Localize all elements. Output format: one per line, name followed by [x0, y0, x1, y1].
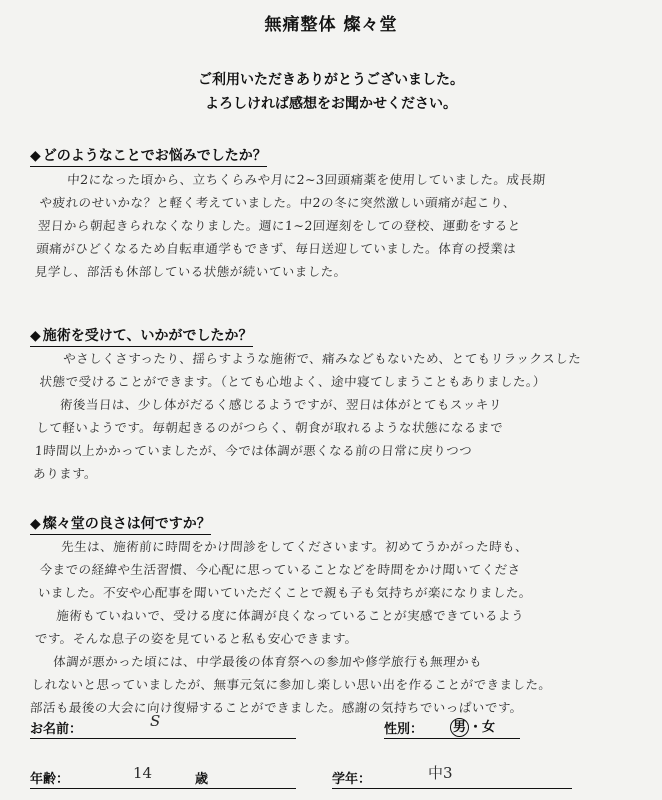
handwritten-line: や疲れのせいかな？と軽く考えていました。中2の冬に突然激しい頭痛が起こり、 [39, 195, 517, 210]
page-title: 無痛整体 燦々堂 [264, 15, 398, 35]
section-body-strengths [29, 535, 644, 719]
age-unit: 歳 [195, 772, 209, 787]
gender-options [450, 716, 495, 737]
handwritten-line: 翌日から朝起きられなくなりました。週に1~2回遅刻をしての登校、運動をすると [37, 218, 522, 233]
handwritten-line: あります。 [32, 466, 98, 481]
handwritten-line: 頭痛がひどくなるため自転車通学もできず、毎日送迎していました。体育の授業は [35, 241, 517, 256]
handwritten-line: 中2になった頃から、立ちくらみや月に2~3回頭痛薬を使用していました。成長期 [66, 172, 547, 187]
gender-male-circled: 男 [450, 718, 469, 737]
gender-separator: ・ [469, 720, 483, 735]
handwritten-line: 見学し、部活も休部している状態が続いていました。 [34, 264, 348, 279]
greeting-line-1: ご利用いただきありがとうございました。 [198, 72, 464, 88]
handwritten-line: 1時間以上かかっていましたが、今では体調が悪くなる前の日常に戻りつつ [34, 443, 473, 458]
handwritten-line: しれないと思っていましたが、無事元気に参加し楽しい思い出を作ることができました。 [31, 677, 553, 692]
handwritten-line: 先生は、施術前に時間をかけ問診をしてくださいます。初めてうかがった時も、 [60, 539, 529, 554]
handwritten-line: 状態で受けることができます。（とても心地よく、途中寝てしまうこともありました。） [39, 374, 547, 389]
greeting [0, 68, 662, 116]
section-body-treatment [32, 347, 644, 485]
age-value: 14 [133, 764, 153, 782]
section-heading-treatment: ◆ 施術を受けて、いかがでしたか？ [30, 325, 253, 347]
name-underline [30, 738, 296, 739]
handwritten-line: して軽いようです。毎朝起きるのがつらく、朝食が取れるような状態になるまで [35, 420, 504, 435]
section-heading-strengths: ◆ 燦々堂の良さは何ですか？ [30, 513, 211, 535]
handwritten-line: 今までの経緯や生活習慣、今心配に思っていることなどを時間をかけ聞いてくださ [39, 562, 522, 577]
handwritten-line: 施術もていねいで、受ける度に体調が良くなっていることが実感できているよう [55, 608, 525, 623]
handwritten-line: やさしくさすったり、揺らすような施術で、痛みなどもないため、とてもリラックスした [62, 351, 582, 366]
grade-underline [332, 788, 572, 789]
gender-female: 女 [482, 720, 496, 735]
grade-label: 学年： [332, 772, 372, 787]
section-heading-concerns: ◆ どのようなことでお悩みでしたか？ [30, 145, 267, 167]
section-body-concerns [34, 168, 644, 283]
age-underline [30, 788, 296, 789]
grade-value: 中3 [428, 764, 453, 782]
age-label: 年齢： [30, 772, 70, 787]
handwritten-line: 部活も最後の大会に向け復帰することができました。感謝の気持ちでいっぱいです。 [29, 700, 524, 715]
gender-label: 性別： [384, 722, 424, 737]
handwritten-line: いました。不安や心配事を聞いていただくことで親も子も気持ちが楽になりました。 [37, 585, 533, 600]
gender-underline [384, 738, 520, 739]
handwritten-line: 術後当日は、少し体がだるく感じるようですが、翌日は体がとてもスッキリ [59, 397, 503, 412]
handwritten-line: 体調が悪かった頃には、中学最後の体育祭への参加や修学旅行も無理かも [52, 654, 483, 669]
name-value: S [150, 712, 161, 730]
greeting-line-2: よろしければ感想をお聞かせください。 [205, 96, 457, 112]
handwritten-line: です。そんな息子の姿を見ていると私も安心できます。 [34, 631, 359, 646]
name-label: お名前： [30, 722, 83, 737]
